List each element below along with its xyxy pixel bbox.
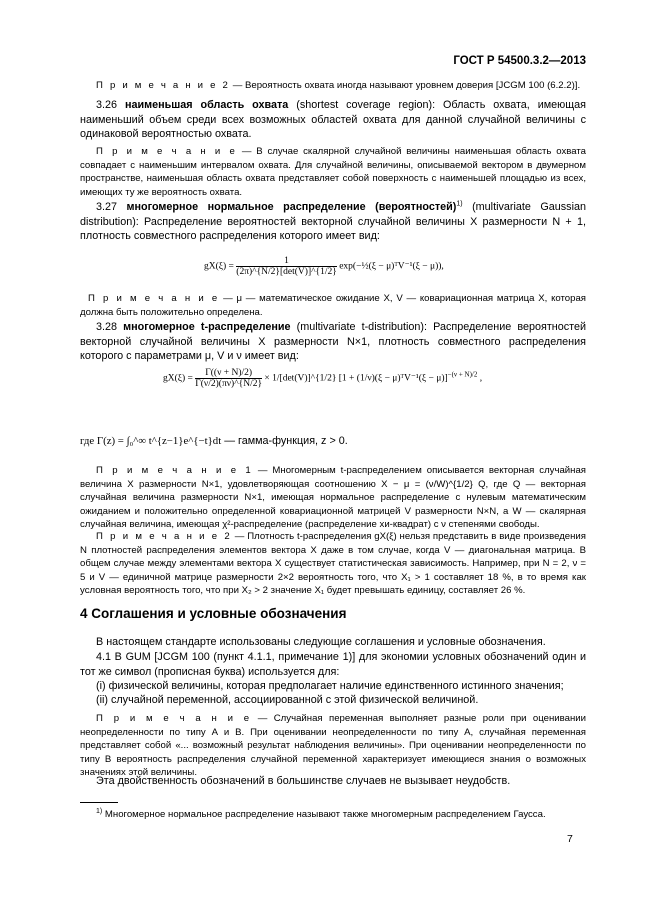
definition-number: 3.27 <box>96 201 118 213</box>
definition-3-26 <box>80 98 586 142</box>
section-4-heading: 4 Соглашения и условные обозначения <box>80 606 347 621</box>
note-label: П р и м е ч а н и е 2 <box>96 80 231 91</box>
section-4-1: 4.1 В GUM [JCGM 100 (пункт 4.1.1, примечание 1)] для экономии условных обозначений один и тот же символ (прописная буква) используется для: <box>80 651 586 678</box>
definition-term: многомерное нормальное распределение (вероятностей) <box>126 201 457 213</box>
note-text: — Случайная переменная выполняет разные роли при оценивании неопределенности по типу А и В. При оценивании неопределенности по типу А, случайная переменная представляет собой «... возможный результат наблюдения величины». При оценивании неопределенности по типу В вероятность распределения случайной переменной характеризует имеющиеся знания о возможных значениях этой величины. <box>80 713 586 778</box>
formula-fraction <box>236 256 337 277</box>
definition-term: наименьшая область охвата <box>124 99 289 111</box>
note-text: — Многомерным t-распределением описывается векторная случайная величина X размерности N×1, удовлетворяющая соотношению X − μ = (ν/W)^{1/2} Q, где Q — векторная случайная величина размерности N×1, имеющая нормальное распределение с нулевым математическим ожиданием и положительно определенной ковариационной матрицей V размерности N×N, а W — скалярная случайная величина, имеющая χ²-распределение (распределение хи-квадрат) с ν степенями свободы. <box>80 465 586 530</box>
definition-3-27 <box>80 200 586 244</box>
definition-3-28 <box>80 320 586 364</box>
formula-gamma-top: Γ((ν + N)/2) <box>195 368 262 379</box>
definition-number: 3.28 <box>96 321 118 333</box>
note-label: П р и м е ч а н и е 1 <box>96 465 253 476</box>
definition-text: (multivariate t-distribution): Распределение вероятностей векторной случайной величины X размерности N×1, плотность совместного распределения которого с параметрами μ, V и ν имеет вид: <box>80 321 586 363</box>
definition-text: (multivariate Gaussian distribution): Распределение вероятностей векторной случайной величины X размерности N + 1, плотность совместного распределения которого имеет вид: <box>80 201 586 243</box>
definition-number: 3.26 <box>96 99 118 111</box>
formula-t-distribution <box>163 368 482 389</box>
formula-times: × <box>264 373 270 384</box>
note-text: — μ — математическое ожидание X, V — ковариационная матрица X, которая должна быть положительно определена. <box>80 293 587 318</box>
note-text: — Вероятность охвата иногда называют уровнем доверия [JCGM 100 (6.2.2)]. <box>230 80 581 91</box>
formula-gaussian <box>204 256 444 277</box>
section-4-closing: Эта двойственность обозначений в большинстве случаев не вызывает неудобств. <box>96 775 511 787</box>
formula-lhs: gX(ξ) = <box>204 261 234 272</box>
note-text: — Плотность t-распределения gX(ξ) нельзя представить в виде произведения N плотностей распределения элементов вектора X даже в том случае, когда V — диагональная матрица. В общем случае между элементами вектора X существует статистическая зависимость. Например, при N = 2, ν = 5 и V — единичной матрице размерности 2×2 вероятность того, что X₁ > 1 составляет 18 %, в то время как условная вероятность того, что при X₂ > 2 значение X₁ будет превышать единицу, составляет 26 %. <box>80 531 586 596</box>
gamma-definition <box>80 434 586 449</box>
note-1-3-28 <box>80 464 586 532</box>
formula-lhs: gX(ξ) = <box>163 373 193 384</box>
section-4-item-ii: (ii) случайной переменной, ассоциированной с этой физической величиной. <box>96 694 479 706</box>
formula-tail: , <box>479 373 483 384</box>
definition-text: (shortest coverage region): Область охвата, имеющая наименьший объем среди всех возможных областей охвата для данной случайной величины с одинаковой вероятностью охвата. <box>80 99 586 141</box>
footnote-text: Многомерное нормальное распределение называют также многомерным распределением Гаусса. <box>102 809 546 820</box>
gamma-formula: где Γ(z) = ∫₀^∞ t^{z−1}e^{−t}dt <box>80 435 222 447</box>
footnote-separator <box>80 802 118 803</box>
formula-denominator: (2π)^{N/2}[det(V)]^{1/2} <box>236 267 337 277</box>
note-3-27 <box>80 292 586 319</box>
note-label: П р и м е ч а н и е 2 <box>96 531 232 542</box>
footnote-mark: 1) <box>96 807 103 815</box>
formula-power: −(ν + N)/2 <box>447 370 478 379</box>
formula-numerator: 1 <box>236 256 337 267</box>
formula-bracket: [1 + (1/ν)(ξ − μ)ᵀV⁻¹(ξ − μ)] <box>338 373 448 384</box>
note-2-3-28 <box>80 530 586 598</box>
document-code: ГОСТ Р 54500.3.2—2013 <box>453 55 586 67</box>
formula-gamma-fraction <box>195 368 262 389</box>
section-4-intro: В настоящем стандарте использованы следующие соглашения и условные обозначения. <box>96 636 546 648</box>
footnote-ref: 1) <box>456 200 463 208</box>
definition-term: многомерное t-распределение <box>123 321 291 333</box>
note-label: П р и м е ч а н и е <box>96 146 237 157</box>
page-number: 7 <box>567 833 573 845</box>
formula-exponent: exp(−½(ξ − μ)ᵀV⁻¹(ξ − μ)), <box>339 261 444 272</box>
note-4-1 <box>80 712 586 780</box>
formula-det: 1/[det(V)]^{1/2} <box>272 373 337 384</box>
section-4-item-i: (i) физической величины, которая предполагает наличие единственного истинного значения; <box>96 680 564 692</box>
note-coverage-probability <box>80 79 586 93</box>
note-label: П р и м е ч а н и е <box>96 713 252 724</box>
note-text: — В случае скалярной случайной величины наименьшая область охвата совпадает с наименьшим интервалом охвата. Для случайной величины, описываемой вектором в двумерном пространстве, наименьшая область охвата представляет собой поверхность с наименьшей площадью из всех, имеющих ту же вероятность охвата. <box>80 146 586 198</box>
footnote <box>80 808 586 822</box>
note-3-26 <box>80 145 586 199</box>
formula-gamma-bottom: Γ(ν/2)(πν)^{N/2} <box>195 379 263 389</box>
note-label: П р и м е ч а н и е <box>88 293 220 304</box>
gamma-text: — гамма-функция, z > 0. <box>221 435 348 447</box>
